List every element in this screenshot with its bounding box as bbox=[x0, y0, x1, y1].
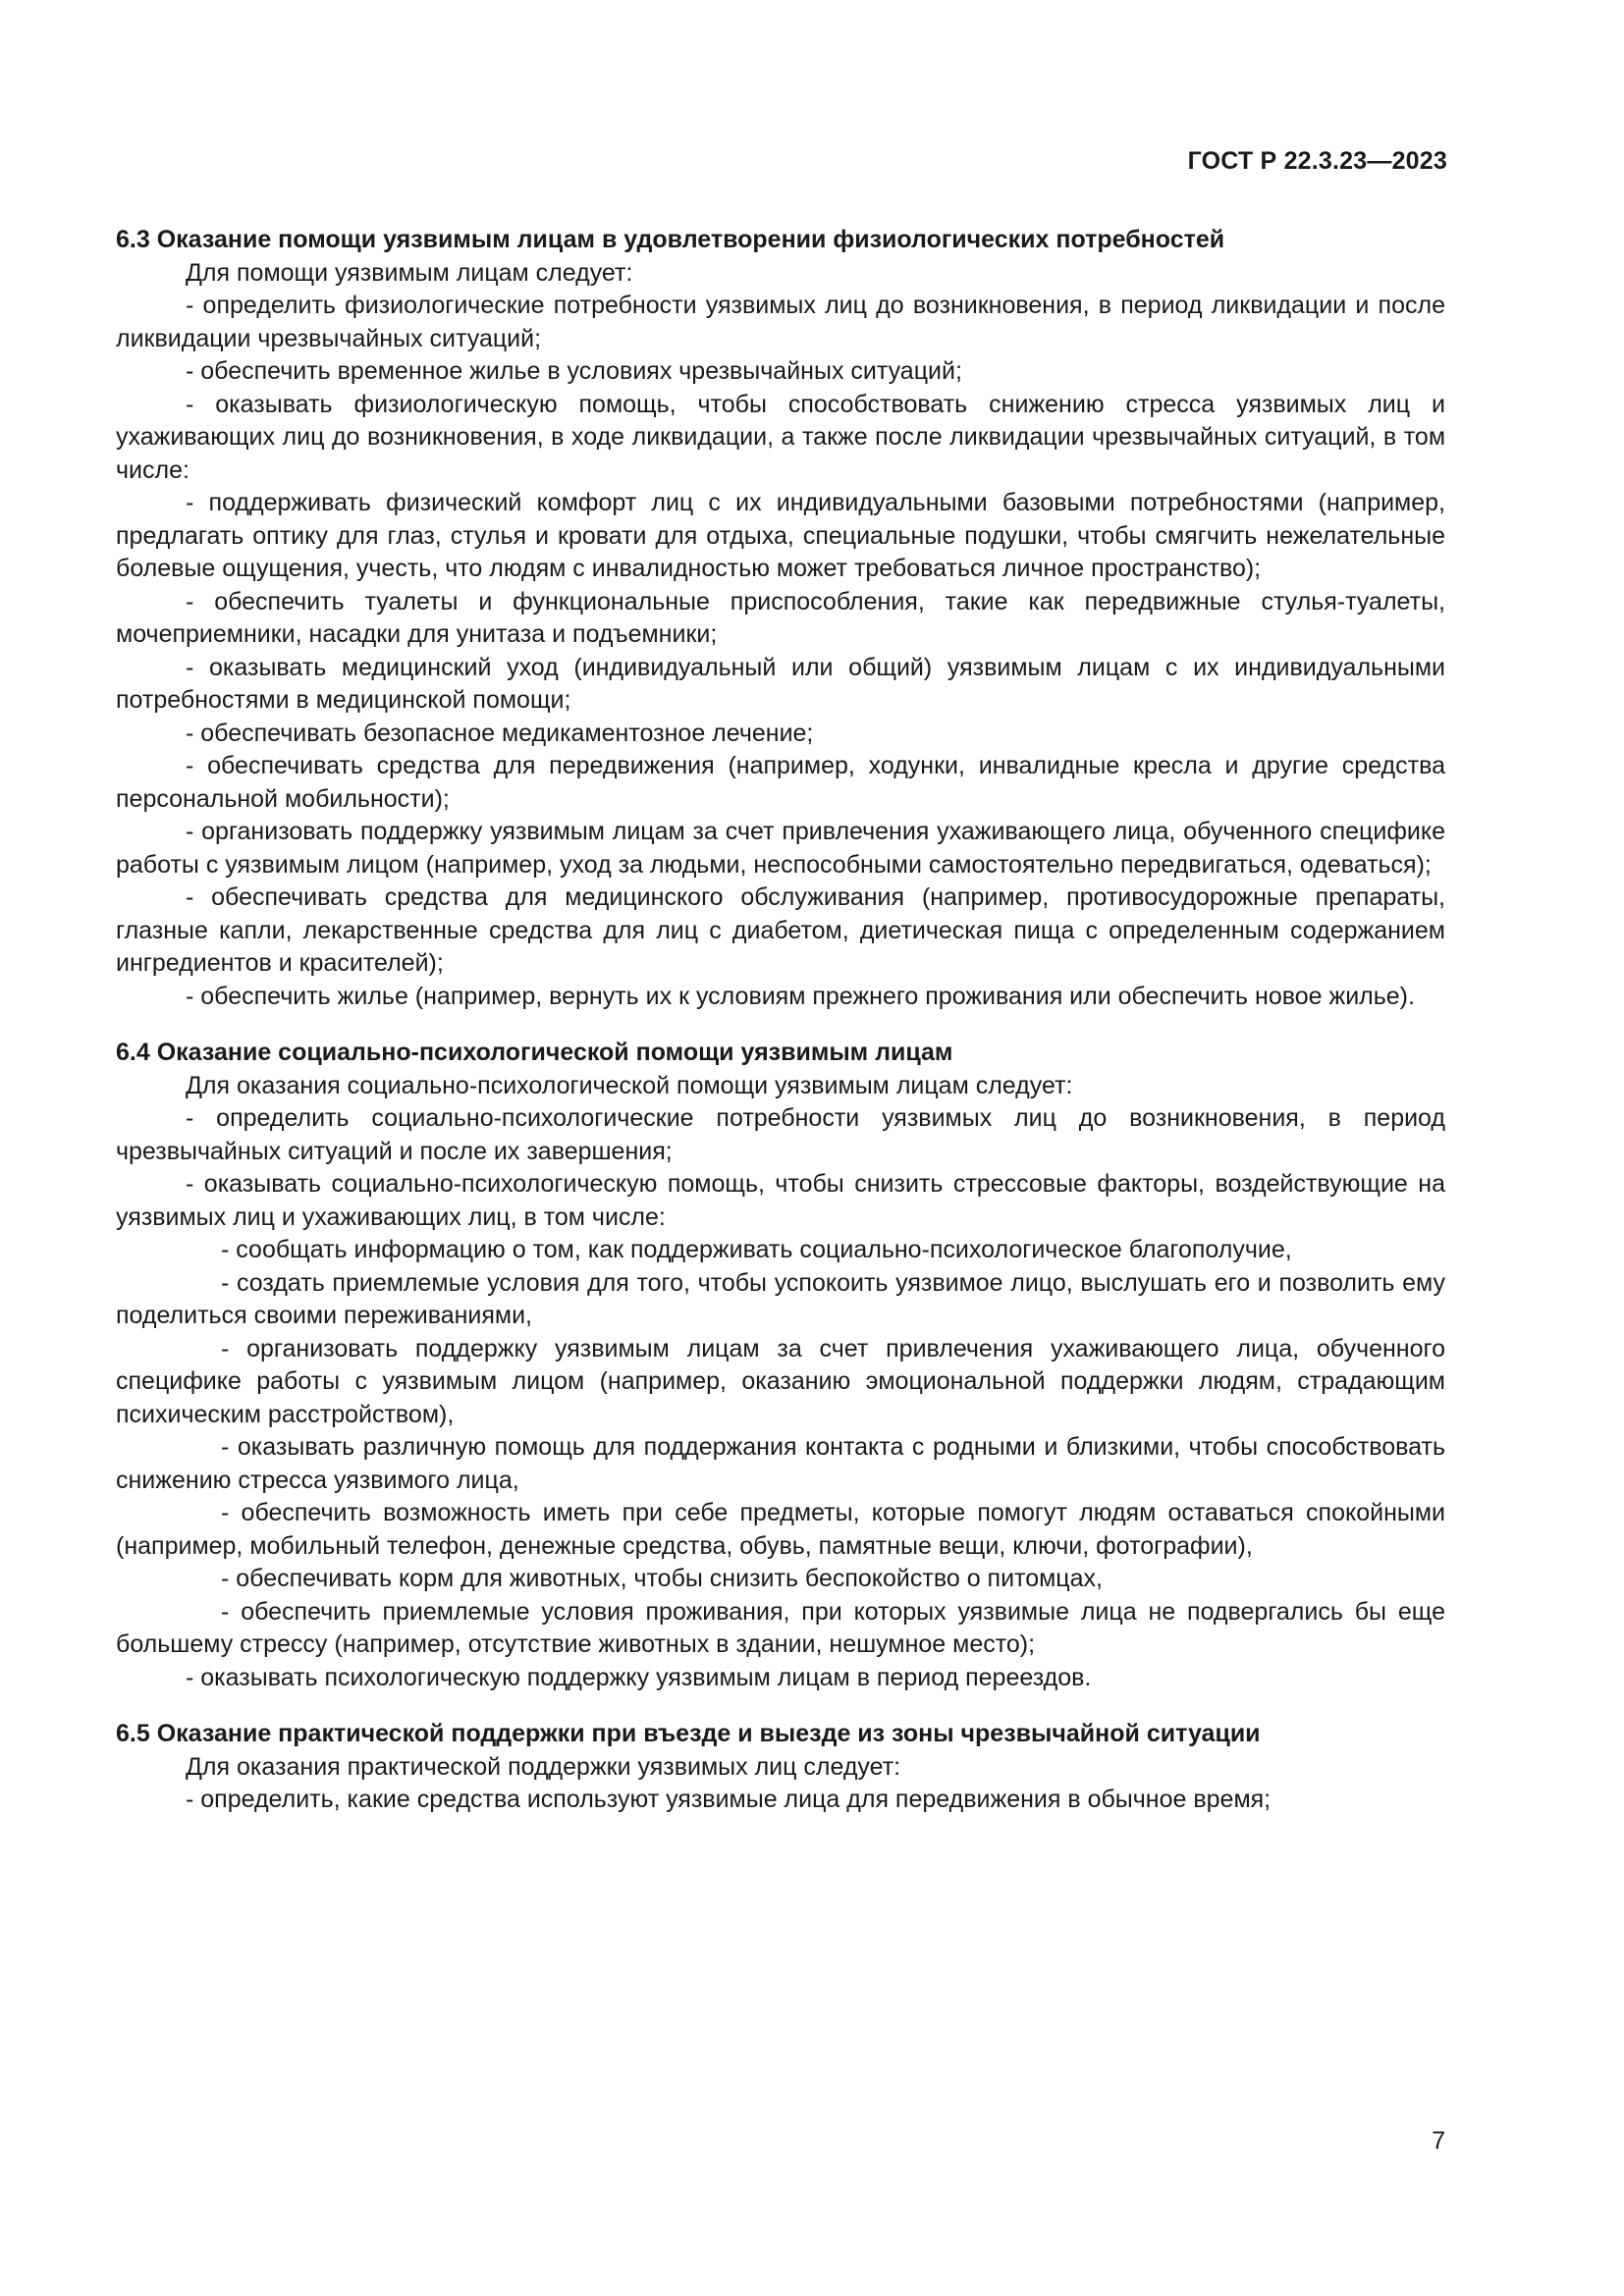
list-item: - определить, какие средства используют уязвимые лица для передвижения в обычное время; bbox=[186, 1786, 1272, 1813]
sub-list-item: - обеспечить приемлемые условия проживания, при которых уязвимые лица не подвергались бы еще большему стрессу (например, отсутствие животных в здании, нешумное место); bbox=[116, 1597, 1445, 1658]
section-spacer bbox=[116, 1694, 1445, 1718]
list-item: - обеспечивать средства для медицинского обслуживания (например, противосудорожные препараты, глазные капли, лекарственные средства для лиц с диабетом, диетическая пища с определенным содержанием ингредиентов и красителей); bbox=[116, 883, 1445, 977]
list-item: - обеспечивать средства для передвижения (например, ходунки, инвалидные кресла и другие средства персональной мобильности); bbox=[116, 752, 1445, 813]
paragraph: Для оказания социально-психологической помощи уязвимым лицам следует: bbox=[186, 1071, 1073, 1099]
list-item: - оказывать медицинский уход (индивидуальный или общий) уязвимым лицам с их индивидуальными потребностями в медицинской помощи; bbox=[116, 653, 1445, 714]
sub-list-item: - оказывать различную помощь для поддержания контакта с родными и близкими, чтобы способствовать снижению стресса уязвимого лица, bbox=[116, 1433, 1445, 1494]
sub-list-item: - сообщать информацию о том, как поддерживать социально-психологическое благополучие, bbox=[221, 1236, 1292, 1263]
list-item: - поддерживать физический комфорт лиц с их индивидуальными базовыми потребностями (например, предлагать оптику для глаз, стулья и кровати для отдыха, специальные подушки, чтобы смягчить нежелательные болевые ощущения, учесть, что людям с инвалидностью может требоваться личное пространство); bbox=[116, 489, 1445, 582]
sub-list-item: - обеспечить возможность иметь при себе предметы, которые помогут людям оставаться спокойными (например, мобильный телефон, денежные средства, обувь, памятные вещи, ключи, фотографии), bbox=[116, 1499, 1445, 1560]
list-item: - оказывать психологическую поддержку уязвимым лицам в период переездов. bbox=[186, 1663, 1092, 1691]
list-item: - оказывать социально-психологическую помощь, чтобы снизить стрессовые факторы, воздействующие на уязвимых лиц и ухаживающих лиц, в том числе: bbox=[116, 1170, 1445, 1231]
list-item: - определить физиологические потребности уязвимых лиц до возникновения, в период ликвидации и после ликвидации чрезвычайных ситуаций; bbox=[116, 292, 1445, 352]
page-content bbox=[116, 224, 1445, 1817]
section-heading-6-4: 6.4 Оказание социально-психологической помощи уязвимым лицам bbox=[116, 1039, 953, 1066]
document-code-header: ГОСТ Р 22.3.23—2023 bbox=[1187, 147, 1447, 175]
paragraph: Для помощи уязвимым лицам следует: bbox=[186, 258, 633, 287]
list-item: - обеспечивать безопасное медикаментозное лечение; bbox=[186, 719, 814, 747]
section-heading-6-3: 6.3 Оказание помощи уязвимым лицам в удовлетворении физиологических потребностей bbox=[116, 226, 1225, 253]
sub-list-item: - обеспечивать корм для животных, чтобы снизить беспокойство о питомцах, bbox=[221, 1565, 1103, 1592]
section-spacer bbox=[116, 1013, 1445, 1037]
page-number: 7 bbox=[1432, 2127, 1445, 2155]
list-item: - определить социально-психологические потребности уязвимых лиц до возникновения, в период чрезвычайных ситуаций и после их завершения; bbox=[116, 1104, 1445, 1165]
section-heading-6-5: 6.5 Оказание практической поддержки при въезде и выезде из зоны чрезвычайной ситуации bbox=[116, 1720, 1261, 1747]
sub-list-item: - организовать поддержку уязвимым лицам за счет привлечения ухаживающего лица, обученного специфике работы с уязвимым лицом (например, оказанию эмоциональной поддержки людям, страдающим психическим расстройством), bbox=[116, 1334, 1445, 1428]
list-item: - обеспечить туалеты и функциональные приспособления, такие как передвижные стулья-туалеты, мочеприемники, насадки для унитаза и подъемники; bbox=[116, 587, 1445, 648]
list-item: - обеспечить жилье (например, вернуть их к условиям прежнего проживания или обеспечить новое жилье). bbox=[186, 982, 1415, 1010]
paragraph: Для оказания практической поддержки уязвимых лиц следует: bbox=[186, 1752, 901, 1781]
list-item: - оказывать физиологическую помощь, чтобы способствовать снижению стресса уязвимых лиц и ухаживающих лиц до возникновения, в ходе ликвидации, а также после ликвидации чрезвычайных ситуаций, в том числе: bbox=[116, 390, 1445, 484]
list-item: - организовать поддержку уязвимым лицам за счет привлечения ухаживающего лица, обученного специфике работы с уязвимым лицом (например, уход за людьми, неспособными самостоятельно передвигаться, одеваться); bbox=[116, 818, 1445, 879]
sub-list-item: - создать приемлемые условия для того, чтобы успокоить уязвимое лицо, выслушать его и позволить ему поделиться своими переживаниями, bbox=[116, 1268, 1445, 1329]
list-item: - обеспечить временное жилье в условиях чрезвычайных ситуаций; bbox=[186, 357, 962, 385]
